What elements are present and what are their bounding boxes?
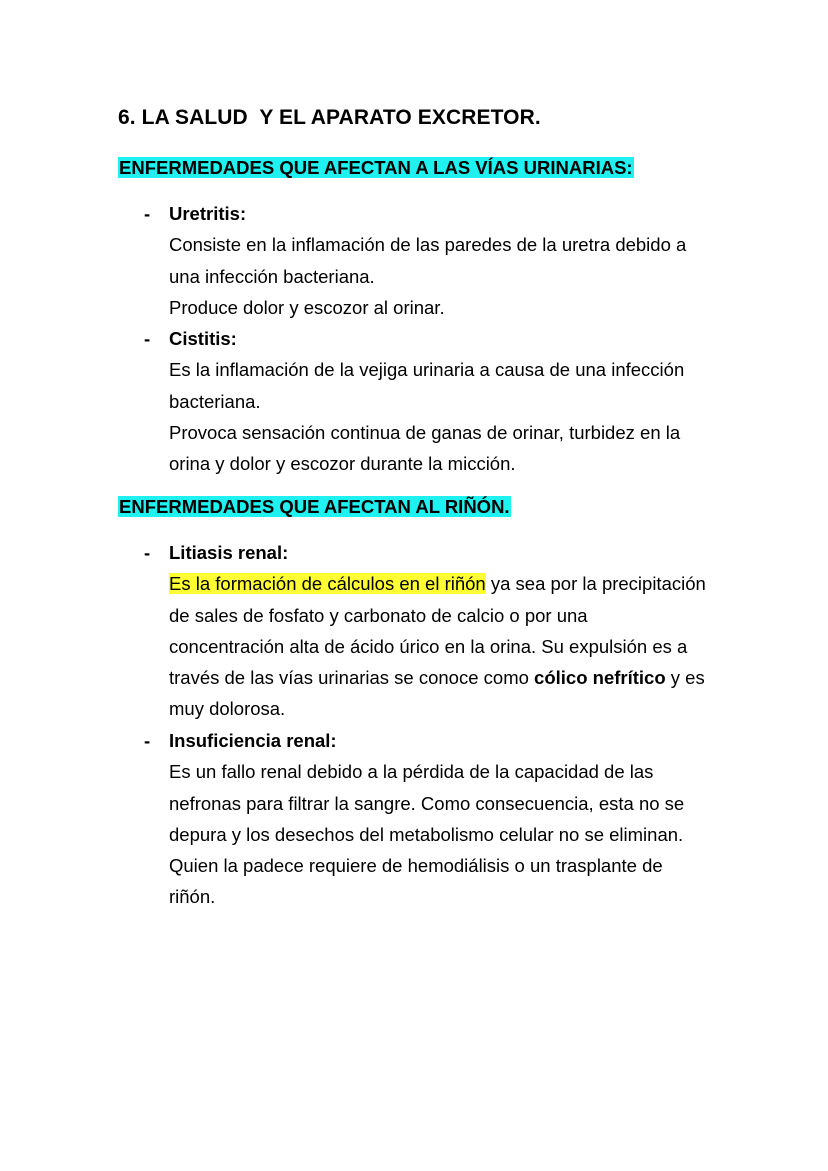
- body-line: Produce dolor y escozor al orinar.: [169, 296, 445, 318]
- body-line: bacteriana.: [169, 390, 261, 412]
- item-title: Cistitis:: [169, 328, 237, 349]
- body-line: nefronas para filtrar la sangre. Como consecuencia, esta no se: [169, 792, 685, 814]
- body-line: de sales de fosfato y carbonato de calcio o por una: [169, 604, 588, 626]
- item-title: Insuficiencia renal:: [169, 730, 337, 751]
- item-body: [169, 354, 809, 479]
- section-heading-text: ENFERMEDADES QUE AFECTAN AL RIÑÓN.: [119, 496, 510, 517]
- bold-term: cólico nefrítico: [534, 667, 666, 689]
- page-title: 6. LA SALUD Y EL APARATO EXCRETOR.: [118, 106, 541, 129]
- list-bullet: -: [144, 542, 151, 563]
- body-line: [169, 568, 809, 599]
- list-bullet: -: [144, 328, 151, 349]
- list-bullet: -: [144, 730, 151, 751]
- item-body: [169, 568, 809, 724]
- highlighted-text: Es la formación de cálculos en el riñón: [169, 573, 486, 595]
- section-heading-vias-urinarias: [118, 154, 634, 181]
- body-line: orina y dolor y escozor durante la micción.: [169, 453, 516, 475]
- body-line: muy dolorosa.: [169, 698, 286, 720]
- item-body: [169, 756, 809, 912]
- body-line: [169, 662, 809, 693]
- body-line: Es la inflamación de la vejiga urinaria a causa de una infección: [169, 359, 685, 381]
- item-title: Uretritis:: [169, 203, 247, 224]
- body-line: Consiste en la inflamación de las paredes de la uretra debido a: [169, 234, 687, 256]
- body-line: una infección bacteriana.: [169, 265, 375, 287]
- list-bullet: -: [144, 203, 151, 224]
- body-line: Es un fallo renal debido a la pérdida de la capacidad de las: [169, 761, 654, 783]
- body-line: depura y los desechos del metabolismo celular no se eliminan.: [169, 823, 684, 845]
- body-text: través de las vías urinarias se conoce como: [169, 667, 535, 689]
- body-text: ya sea por la precipitación: [485, 573, 706, 595]
- item-body: [169, 229, 809, 323]
- section-heading-text: ENFERMEDADES QUE AFECTAN A LAS VÍAS URINARIAS:: [119, 157, 633, 178]
- item-title: Litiasis renal:: [169, 542, 289, 563]
- body-line: Quien la padece requiere de hemodiálisis o un trasplante de: [169, 855, 663, 877]
- section-heading-rinon: [118, 493, 511, 520]
- body-line: concentración alta de ácido úrico en la orina. Su expulsión es a: [169, 635, 688, 657]
- body-line: Provoca sensación continua de ganas de orinar, turbidez en la: [169, 421, 681, 443]
- body-text: y es: [665, 667, 705, 689]
- body-line: riñón.: [169, 886, 216, 908]
